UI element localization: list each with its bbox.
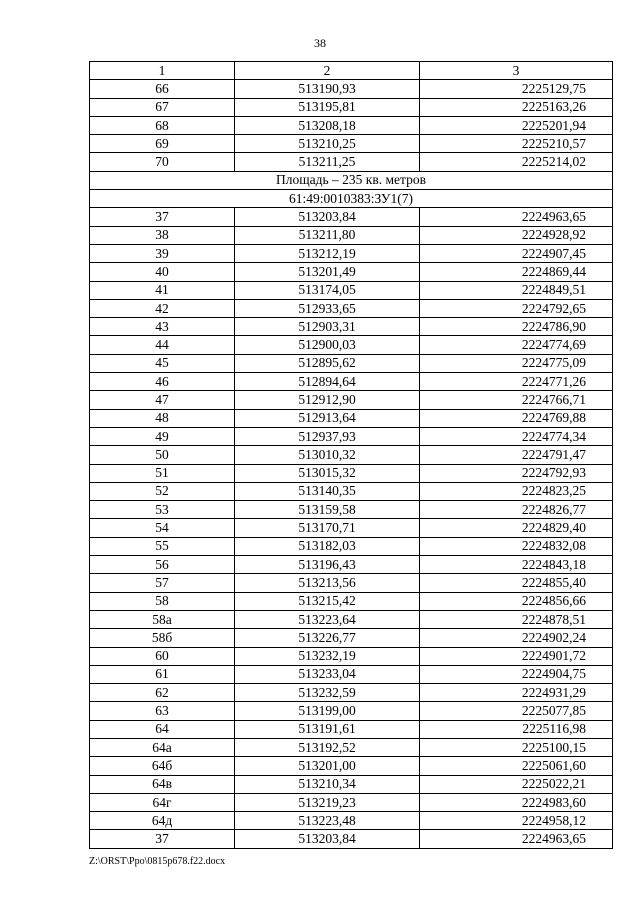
y-coordinate-cell: 2224963,65 — [420, 830, 613, 848]
y-coordinate-cell: 2224869,44 — [420, 263, 613, 281]
y-coordinate-cell: 2224775,09 — [420, 354, 613, 372]
table-row — [90, 684, 613, 702]
x-coordinate-cell: 513174,05 — [235, 281, 420, 299]
y-coordinate-cell: 2224792,93 — [420, 464, 613, 482]
table-row — [90, 263, 613, 281]
table-row — [90, 226, 613, 244]
table-row — [90, 574, 613, 592]
point-number-cell: 44 — [90, 336, 235, 354]
parcel-id: 61:49:0010383:ЗУ1(7) — [90, 190, 613, 208]
table-row — [90, 336, 613, 354]
table-row — [90, 738, 613, 756]
table-row — [90, 592, 613, 610]
table-row — [90, 665, 613, 683]
y-coordinate-cell: 2224963,65 — [420, 208, 613, 226]
point-number-cell: 48 — [90, 409, 235, 427]
y-coordinate-cell: 2224902,24 — [420, 629, 613, 647]
table-row — [90, 116, 613, 134]
point-number-cell: 49 — [90, 427, 235, 445]
y-coordinate-cell: 2225201,94 — [420, 116, 613, 134]
x-coordinate-cell: 513210,34 — [235, 775, 420, 793]
table-row — [90, 482, 613, 500]
x-coordinate-cell: 513211,25 — [235, 153, 420, 171]
x-coordinate-cell: 513010,32 — [235, 446, 420, 464]
y-coordinate-cell: 2224771,26 — [420, 373, 613, 391]
point-number-cell: 58б — [90, 629, 235, 647]
y-coordinate-cell: 2224958,12 — [420, 812, 613, 830]
point-number-cell: 39 — [90, 244, 235, 262]
x-coordinate-cell: 512903,31 — [235, 318, 420, 336]
y-coordinate-cell: 2224769,88 — [420, 409, 613, 427]
point-number-cell: 43 — [90, 318, 235, 336]
point-number-cell: 60 — [90, 647, 235, 665]
table-row — [90, 702, 613, 720]
x-coordinate-cell: 512894,64 — [235, 373, 420, 391]
y-coordinate-cell: 2224766,71 — [420, 391, 613, 409]
x-coordinate-cell: 513232,59 — [235, 684, 420, 702]
table-row — [90, 244, 613, 262]
table-row — [90, 793, 613, 811]
table-row — [90, 464, 613, 482]
table-row — [90, 537, 613, 555]
point-number-cell: 52 — [90, 482, 235, 500]
footer-file-path: Z:\ORST\Ppo\0815p678.f22.docx — [89, 856, 226, 867]
table-row — [90, 98, 613, 116]
table-row — [90, 135, 613, 153]
y-coordinate-cell: 2224786,90 — [420, 318, 613, 336]
point-number-cell: 67 — [90, 98, 235, 116]
y-coordinate-cell: 2224832,08 — [420, 537, 613, 555]
x-coordinate-cell: 513190,93 — [235, 80, 420, 98]
point-number-cell: 53 — [90, 501, 235, 519]
x-coordinate-cell: 513196,43 — [235, 556, 420, 574]
x-coordinate-cell: 512933,65 — [235, 299, 420, 317]
x-coordinate-cell: 513191,61 — [235, 720, 420, 738]
point-number-cell: 55 — [90, 537, 235, 555]
point-number-cell: 66 — [90, 80, 235, 98]
y-coordinate-cell: 2224774,69 — [420, 336, 613, 354]
y-coordinate-cell: 2225210,57 — [420, 135, 613, 153]
point-number-cell: 50 — [90, 446, 235, 464]
point-number-cell: 41 — [90, 281, 235, 299]
y-coordinate-cell: 2224849,51 — [420, 281, 613, 299]
point-number-cell: 46 — [90, 373, 235, 391]
x-coordinate-cell: 513233,04 — [235, 665, 420, 683]
x-coordinate-cell: 513203,84 — [235, 830, 420, 848]
point-number-cell: 61 — [90, 665, 235, 683]
x-coordinate-cell: 512895,62 — [235, 354, 420, 372]
table-row — [90, 427, 613, 445]
table-row — [90, 153, 613, 171]
y-coordinate-cell: 2224843,18 — [420, 556, 613, 574]
point-number-cell: 58 — [90, 592, 235, 610]
y-coordinate-cell: 2224855,40 — [420, 574, 613, 592]
table-row — [90, 446, 613, 464]
point-number-cell: 69 — [90, 135, 235, 153]
x-coordinate-cell: 513170,71 — [235, 519, 420, 537]
table-row — [90, 318, 613, 336]
x-coordinate-cell: 513215,42 — [235, 592, 420, 610]
y-coordinate-cell: 2225163,26 — [420, 98, 613, 116]
column-header-y: 3 — [420, 62, 613, 80]
x-coordinate-cell: 513015,32 — [235, 464, 420, 482]
table-row — [90, 299, 613, 317]
x-coordinate-cell: 513232,19 — [235, 647, 420, 665]
x-coordinate-cell: 513159,58 — [235, 501, 420, 519]
y-coordinate-cell: 2225116,98 — [420, 720, 613, 738]
parcel-id-row — [90, 190, 613, 208]
y-coordinate-cell: 2224826,77 — [420, 501, 613, 519]
table-row — [90, 519, 613, 537]
x-coordinate-cell: 513140,35 — [235, 482, 420, 500]
x-coordinate-cell: 512937,93 — [235, 427, 420, 445]
table-row — [90, 720, 613, 738]
point-number-cell: 64г — [90, 793, 235, 811]
point-number-cell: 51 — [90, 464, 235, 482]
point-number-cell: 70 — [90, 153, 235, 171]
point-number-cell: 64б — [90, 757, 235, 775]
point-number-cell: 68 — [90, 116, 235, 134]
y-coordinate-cell: 2224823,25 — [420, 482, 613, 500]
y-coordinate-cell: 2224878,51 — [420, 610, 613, 628]
x-coordinate-cell: 513211,80 — [235, 226, 420, 244]
point-number-cell: 47 — [90, 391, 235, 409]
point-number-cell: 64д — [90, 812, 235, 830]
table-header-row — [90, 62, 613, 80]
y-coordinate-cell: 2224931,29 — [420, 684, 613, 702]
y-coordinate-cell: 2225100,15 — [420, 738, 613, 756]
table-row — [90, 281, 613, 299]
x-coordinate-cell: 513203,84 — [235, 208, 420, 226]
x-coordinate-cell: 513182,03 — [235, 537, 420, 555]
x-coordinate-cell: 512900,03 — [235, 336, 420, 354]
table-row — [90, 80, 613, 98]
x-coordinate-cell: 513201,00 — [235, 757, 420, 775]
area-label: Площадь – 235 кв. метров — [90, 171, 613, 189]
table-row — [90, 647, 613, 665]
point-number-cell: 63 — [90, 702, 235, 720]
table-row — [90, 391, 613, 409]
table-body-section-a — [90, 80, 613, 171]
x-coordinate-cell: 513212,19 — [235, 244, 420, 262]
y-coordinate-cell: 2224907,45 — [420, 244, 613, 262]
x-coordinate-cell: 513226,77 — [235, 629, 420, 647]
page-number: 38 — [314, 36, 326, 50]
x-coordinate-cell: 513199,00 — [235, 702, 420, 720]
point-number-cell: 57 — [90, 574, 235, 592]
y-coordinate-cell: 2225061,60 — [420, 757, 613, 775]
table-row — [90, 208, 613, 226]
table-row — [90, 610, 613, 628]
y-coordinate-cell: 2224856,66 — [420, 592, 613, 610]
x-coordinate-cell: 513219,23 — [235, 793, 420, 811]
coordinates-table — [89, 61, 613, 849]
y-coordinate-cell: 2224791,47 — [420, 446, 613, 464]
point-number-cell: 64в — [90, 775, 235, 793]
table-row — [90, 775, 613, 793]
x-coordinate-cell: 513223,48 — [235, 812, 420, 830]
y-coordinate-cell: 2224829,40 — [420, 519, 613, 537]
point-number-cell: 38 — [90, 226, 235, 244]
x-coordinate-cell: 513192,52 — [235, 738, 420, 756]
table-row — [90, 812, 613, 830]
x-coordinate-cell: 513208,18 — [235, 116, 420, 134]
y-coordinate-cell: 2224792,65 — [420, 299, 613, 317]
y-coordinate-cell: 2225214,02 — [420, 153, 613, 171]
x-coordinate-cell: 512912,90 — [235, 391, 420, 409]
y-coordinate-cell: 2224904,75 — [420, 665, 613, 683]
point-number-cell: 64а — [90, 738, 235, 756]
x-coordinate-cell: 513213,56 — [235, 574, 420, 592]
point-number-cell: 54 — [90, 519, 235, 537]
table-row — [90, 757, 613, 775]
y-coordinate-cell: 2224774,34 — [420, 427, 613, 445]
table-body-section-b — [90, 208, 613, 848]
y-coordinate-cell: 2224901,72 — [420, 647, 613, 665]
y-coordinate-cell: 2225129,75 — [420, 80, 613, 98]
y-coordinate-cell: 2224928,92 — [420, 226, 613, 244]
point-number-cell: 37 — [90, 830, 235, 848]
y-coordinate-cell: 2225022,21 — [420, 775, 613, 793]
table-row — [90, 373, 613, 391]
x-coordinate-cell: 513223,64 — [235, 610, 420, 628]
table-row — [90, 501, 613, 519]
x-coordinate-cell: 513210,25 — [235, 135, 420, 153]
area-row — [90, 171, 613, 189]
point-number-cell: 40 — [90, 263, 235, 281]
point-number-cell: 56 — [90, 556, 235, 574]
x-coordinate-cell: 513201,49 — [235, 263, 420, 281]
y-coordinate-cell: 2224983,60 — [420, 793, 613, 811]
x-coordinate-cell: 513195,81 — [235, 98, 420, 116]
point-number-cell: 37 — [90, 208, 235, 226]
column-header-number: 1 — [90, 62, 235, 80]
table-section-separator — [90, 171, 613, 208]
point-number-cell: 62 — [90, 684, 235, 702]
column-header-x: 2 — [235, 62, 420, 80]
x-coordinate-cell: 512913,64 — [235, 409, 420, 427]
point-number-cell: 64 — [90, 720, 235, 738]
table-row — [90, 629, 613, 647]
y-coordinate-cell: 2225077,85 — [420, 702, 613, 720]
point-number-cell: 45 — [90, 354, 235, 372]
point-number-cell: 42 — [90, 299, 235, 317]
point-number-cell: 58а — [90, 610, 235, 628]
table-row — [90, 830, 613, 848]
table-row — [90, 354, 613, 372]
table-row — [90, 556, 613, 574]
table-row — [90, 409, 613, 427]
